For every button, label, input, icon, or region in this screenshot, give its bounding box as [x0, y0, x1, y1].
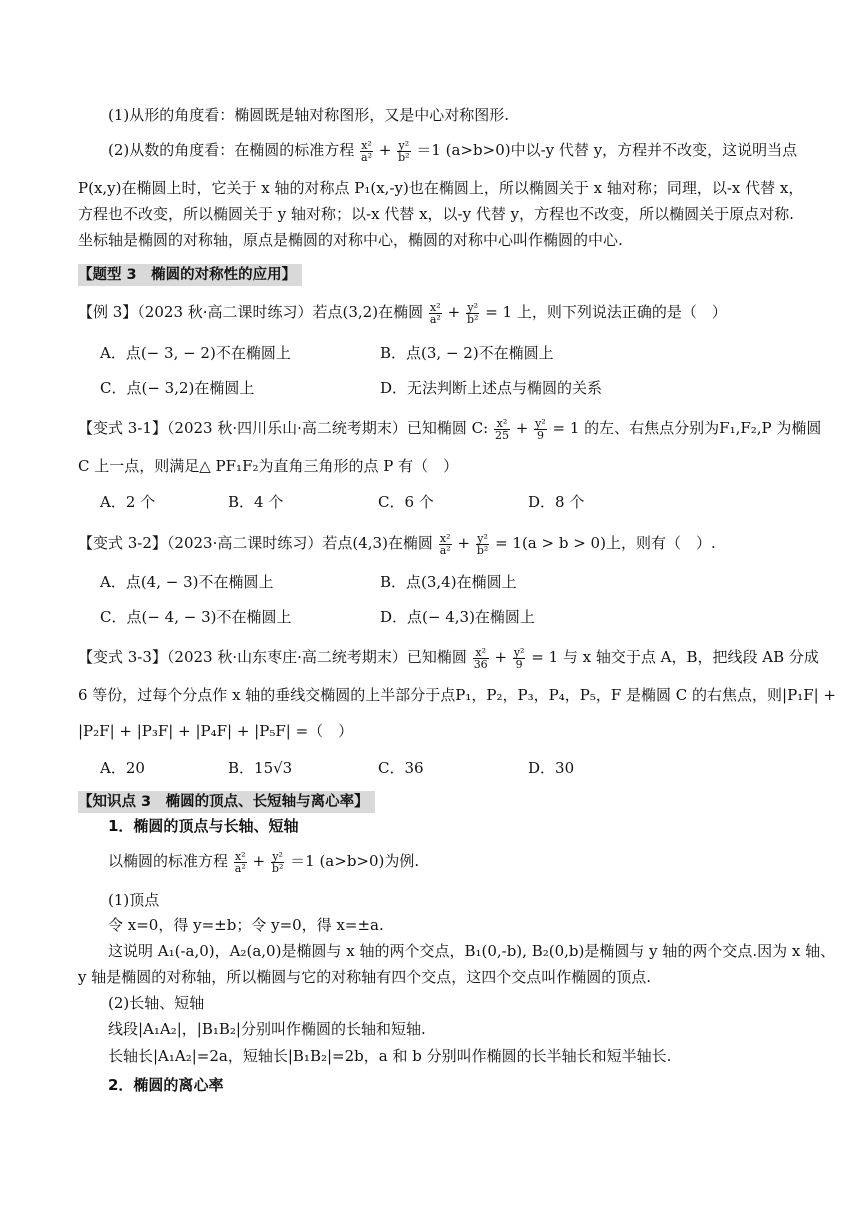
variant-3-2-question: 【变式 3-2】（2023·高二课时练习）若点(4,3)在椭圆 $\frac{\text{x²}}{\text{a²}}$ + $\frac{\text{y²}}{\text{b²}}$ = 1(a > b > 0)上，则有（ ）. — [78, 531, 716, 557]
kp3-axes-line-1: 线段|A₁A₂|，|B₁B₂|分别叫作椭圆的长轴和短轴. — [108, 1020, 426, 1038]
variant-3-3-line-2: 6 等份，过每个分点作 x 轴的垂线交椭圆的上半部分于点P₁，P₂，P₃，P₄，P₅，F 是椭圆 C 的右焦点，则|P₁F| + — [78, 686, 836, 704]
variant-3-1-option-b: B．4 个 — [228, 493, 284, 511]
symmetry-shape-paragraph: (1)从形的角度看：椭圆既是轴对称图形，又是中心对称图形. — [108, 106, 510, 124]
kp3-subheading-1: 1．椭圆的顶点与长轴、短轴 — [108, 817, 299, 835]
variant-3-2-option-a: A．点(4, − 3)不在椭圆上 — [100, 573, 274, 591]
example-3-question: 【例 3】（2023 秋·高二课时练习）若点(3,2)在椭圆 $\frac{\text{x²}}{\text{a²}}$ + $\frac{\text{y²}}{\text{b²}}$ = 1 上，则下列说法正确的是（ ） — [78, 300, 727, 326]
variant-3-2-option-b: B．点(3,4)在椭圆上 — [380, 573, 517, 591]
variant-3-3-option-a: A．20 — [100, 759, 145, 777]
symmetry-number-paragraph: (2)从数的角度看：在椭圆的标准方程 $\frac{\text{x²}}{\text{a²}}$ + $\frac{\text{y²}}{\text{b²}}$ ＝1 (a>b>0)中以-y 代替 y，方程并不改变，这说明当点 — [108, 138, 798, 164]
variant-3-1-question: 【变式 3-1】（2023 秋·四川乐山·高二统考期末）已知椭圆 C: $\frac{\text{x²}}{25}$ + $\frac{\text{y²}}{9}$ = 1 的左、右焦点分别为F₁,F₂,P 为椭圆 — [78, 416, 822, 442]
example-3-option-b: B．点(3, − 2)不在椭圆上 — [380, 344, 554, 362]
symmetry-line-4: 方程也不改变，所以椭圆关于 y 轴对称；以-x 代替 x，以-y 代替 y，方程也不改变，所以椭圆关于原点对称. — [78, 205, 794, 223]
variant-3-1-option-c: C．6 个 — [378, 493, 434, 511]
variant-3-3-line-3: |P₂F| + |P₃F| + |P₄F| + |P₅F| =（ ） — [78, 722, 354, 740]
variant-3-3-option-d: D．30 — [528, 759, 575, 777]
example-3-option-c: C．点(− 3,2)在椭圆上 — [100, 379, 255, 397]
kp3-axes-line-2: 长轴长|A₁A₂|=2a，短轴长|B₁B₂|=2b，a 和 b 分别叫作椭圆的长半轴长和短半轴长. — [108, 1047, 672, 1065]
variant-3-3-option-c: C．36 — [378, 759, 424, 777]
kp3-axes-title: (2)长轴、短轴 — [108, 994, 205, 1012]
section-heading-kp3: 【知识点 3 椭圆的顶点、长短轴与离心率】 — [78, 791, 375, 813]
kp3-vertex-title: (1)顶点 — [108, 891, 160, 909]
section-heading-type3: 【题型 3 椭圆的对称性的应用】 — [78, 264, 302, 286]
example-3-option-a: A．点(− 3, − 2)不在椭圆上 — [100, 344, 291, 362]
variant-3-2-option-d: D．点(− 4,3)在椭圆上 — [380, 608, 535, 626]
symmetry-line-3: P(x,y)在椭圆上时，它关于 x 轴的对称点 P₁(x,-y)也在椭圆上，所以椭圆关于 x 轴对称；同理，以-x 代替 x， — [78, 179, 804, 197]
example-3-option-d: D．无法判断上述点与椭圆的关系 — [380, 379, 603, 397]
fraction-x2-a2: $\frac{\text{x²}}{\text{a²}}$ — [361, 138, 372, 164]
variant-3-1-option-d: D．8 个 — [528, 493, 585, 511]
fraction-y2-b2: $\frac{\text{y²}}{\text{b²}}$ — [398, 138, 410, 164]
symmetry-line-5: 坐标轴是椭圆的对称轴，原点是椭圆的对称中心，椭圆的对称中心叫作椭圆的中心. — [78, 231, 623, 249]
variant-3-3-question: 【变式 3-3】（2023 秋·山东枣庄·高二统考期末）已知椭圆 $\frac{\text{x²}}{36}$ + $\frac{\text{y²}}{9}$ = 1 与 x 轴交于点 A，B，把线段 AB 分成 — [78, 645, 819, 671]
variant-3-1-option-a: A．2 个 — [100, 493, 156, 511]
variant-3-1-line-2: C 上一点，则满足△ PF₁F₂为直角三角形的点 P 有（ ） — [78, 457, 459, 475]
kp3-subheading-2: 2．椭圆的离心率 — [108, 1076, 224, 1094]
variant-3-3-option-b: B．15√3 — [228, 759, 293, 777]
kp3-vertex-line: 令 x=0，得 y=±b；令 y=0，得 x=±a. — [108, 916, 384, 934]
kp3-explanation-2: y 轴是椭圆的对称轴，所以椭圆与它的对称轴有四个交点，这四个交点叫作椭圆的顶点. — [78, 968, 652, 986]
kp3-explanation-1: 这说明 A₁(-a,0)，A₂(a,0)是椭圆与 x 轴的两个交点，B₁(0,-b), B₂(0,b)是椭圆与 y 轴的两个交点.因为 x 轴、 — [108, 942, 836, 960]
kp3-standard-equation: 以椭圆的标准方程 $\frac{\text{x²}}{\text{a²}}$ + $\frac{\text{y²}}{\text{b²}}$ ＝1 (a>b>0)为例. — [108, 849, 420, 875]
variant-3-2-option-c: C．点(− 4, − 3)不在椭圆上 — [100, 608, 292, 626]
